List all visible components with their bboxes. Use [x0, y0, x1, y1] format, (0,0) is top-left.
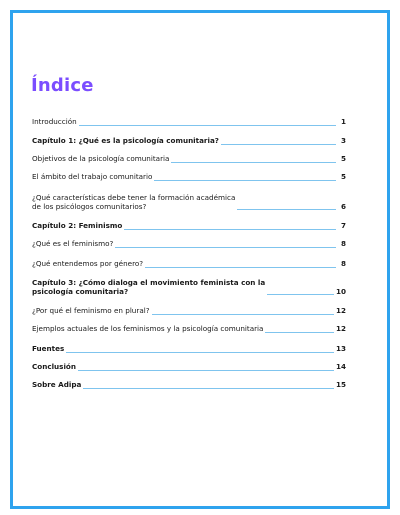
toc-page-number: 12: [335, 306, 346, 315]
toc-leader-line: [78, 370, 334, 371]
toc-page-number: 7: [340, 221, 346, 230]
toc-entry[interactable]: [32, 222, 346, 231]
toc-entry[interactable]: [32, 118, 346, 127]
toc-entry[interactable]: [32, 173, 346, 182]
toc-leader-line: [152, 314, 334, 315]
toc-entry-title: Fuentes: [32, 344, 65, 353]
toc-page-number: 5: [340, 172, 346, 181]
toc-entry-title: ¿Qué características debe tener la formación académica de los psicólogos comunitarios?: [32, 193, 236, 211]
toc-page-number: 6: [340, 201, 346, 211]
toc-entry-title: ¿Qué es el feminismo?: [32, 239, 114, 248]
toc-page-number: 12: [335, 324, 346, 333]
toc-leader-line: [237, 209, 336, 210]
toc-leader-line: [115, 247, 336, 248]
toc-entry-title: Sobre Adipa: [32, 380, 82, 389]
toc-leader-line: [267, 294, 334, 295]
toc-entry-title: Capítulo 1: ¿Qué es la psicología comunitaria?: [32, 136, 219, 145]
toc-leader-line: [171, 162, 336, 163]
page-title: Índice: [31, 75, 94, 96]
toc-entry[interactable]: [32, 279, 346, 296]
toc-entry-title: Ejemplos actuales de los feminismos y la psicología comunitaria: [32, 324, 264, 333]
toc-entry[interactable]: [32, 307, 346, 316]
toc-entry-title: ¿Qué entendemos por género?: [32, 259, 144, 268]
toc-entry[interactable]: [32, 137, 346, 146]
toc-leader-line: [66, 352, 334, 353]
toc-leader-line: [145, 267, 336, 268]
toc-leader-line: [79, 125, 336, 126]
toc-entry-title: Objetivos de la psicología comunitaria: [32, 154, 170, 163]
toc-page-number: 1: [340, 117, 346, 126]
toc-page-number: 8: [340, 259, 346, 268]
toc-entry-title: Introducción: [32, 117, 77, 126]
toc-entry[interactable]: [32, 325, 346, 334]
toc-leader-line: [124, 229, 336, 230]
toc-leader-line: [83, 388, 334, 389]
toc-page-number: 10: [335, 286, 346, 296]
toc-entry-title: El ámbito del trabajo comunitario: [32, 172, 153, 181]
toc-entry[interactable]: [32, 260, 346, 269]
toc-entry[interactable]: [32, 155, 346, 164]
toc-entry[interactable]: [32, 240, 346, 249]
toc-leader-line: [265, 332, 334, 333]
toc-entry[interactable]: [32, 345, 346, 354]
toc-page-number: 13: [335, 344, 346, 353]
toc-entry-title: Conclusión: [32, 362, 76, 371]
toc-page-number: 5: [340, 154, 346, 163]
toc-leader-line: [221, 144, 336, 145]
toc-entry-title: ¿Por qué el feminismo en plural?: [32, 306, 150, 315]
toc-page-number: 14: [335, 362, 346, 371]
toc-leader-line: [154, 180, 336, 181]
toc-entry[interactable]: [32, 363, 346, 372]
toc-page-number: 3: [340, 136, 346, 145]
toc-page-number: 8: [340, 239, 346, 248]
toc-page-number: 15: [335, 380, 346, 389]
toc-entry-title: Capítulo 2: Feminismo: [32, 221, 123, 230]
toc-entry-title: Capítulo 3: ¿Cómo dialoga el movimiento feminista con la psicología comunitaria?: [32, 278, 266, 296]
toc-entry[interactable]: [32, 381, 346, 390]
toc-entry[interactable]: [32, 194, 346, 211]
